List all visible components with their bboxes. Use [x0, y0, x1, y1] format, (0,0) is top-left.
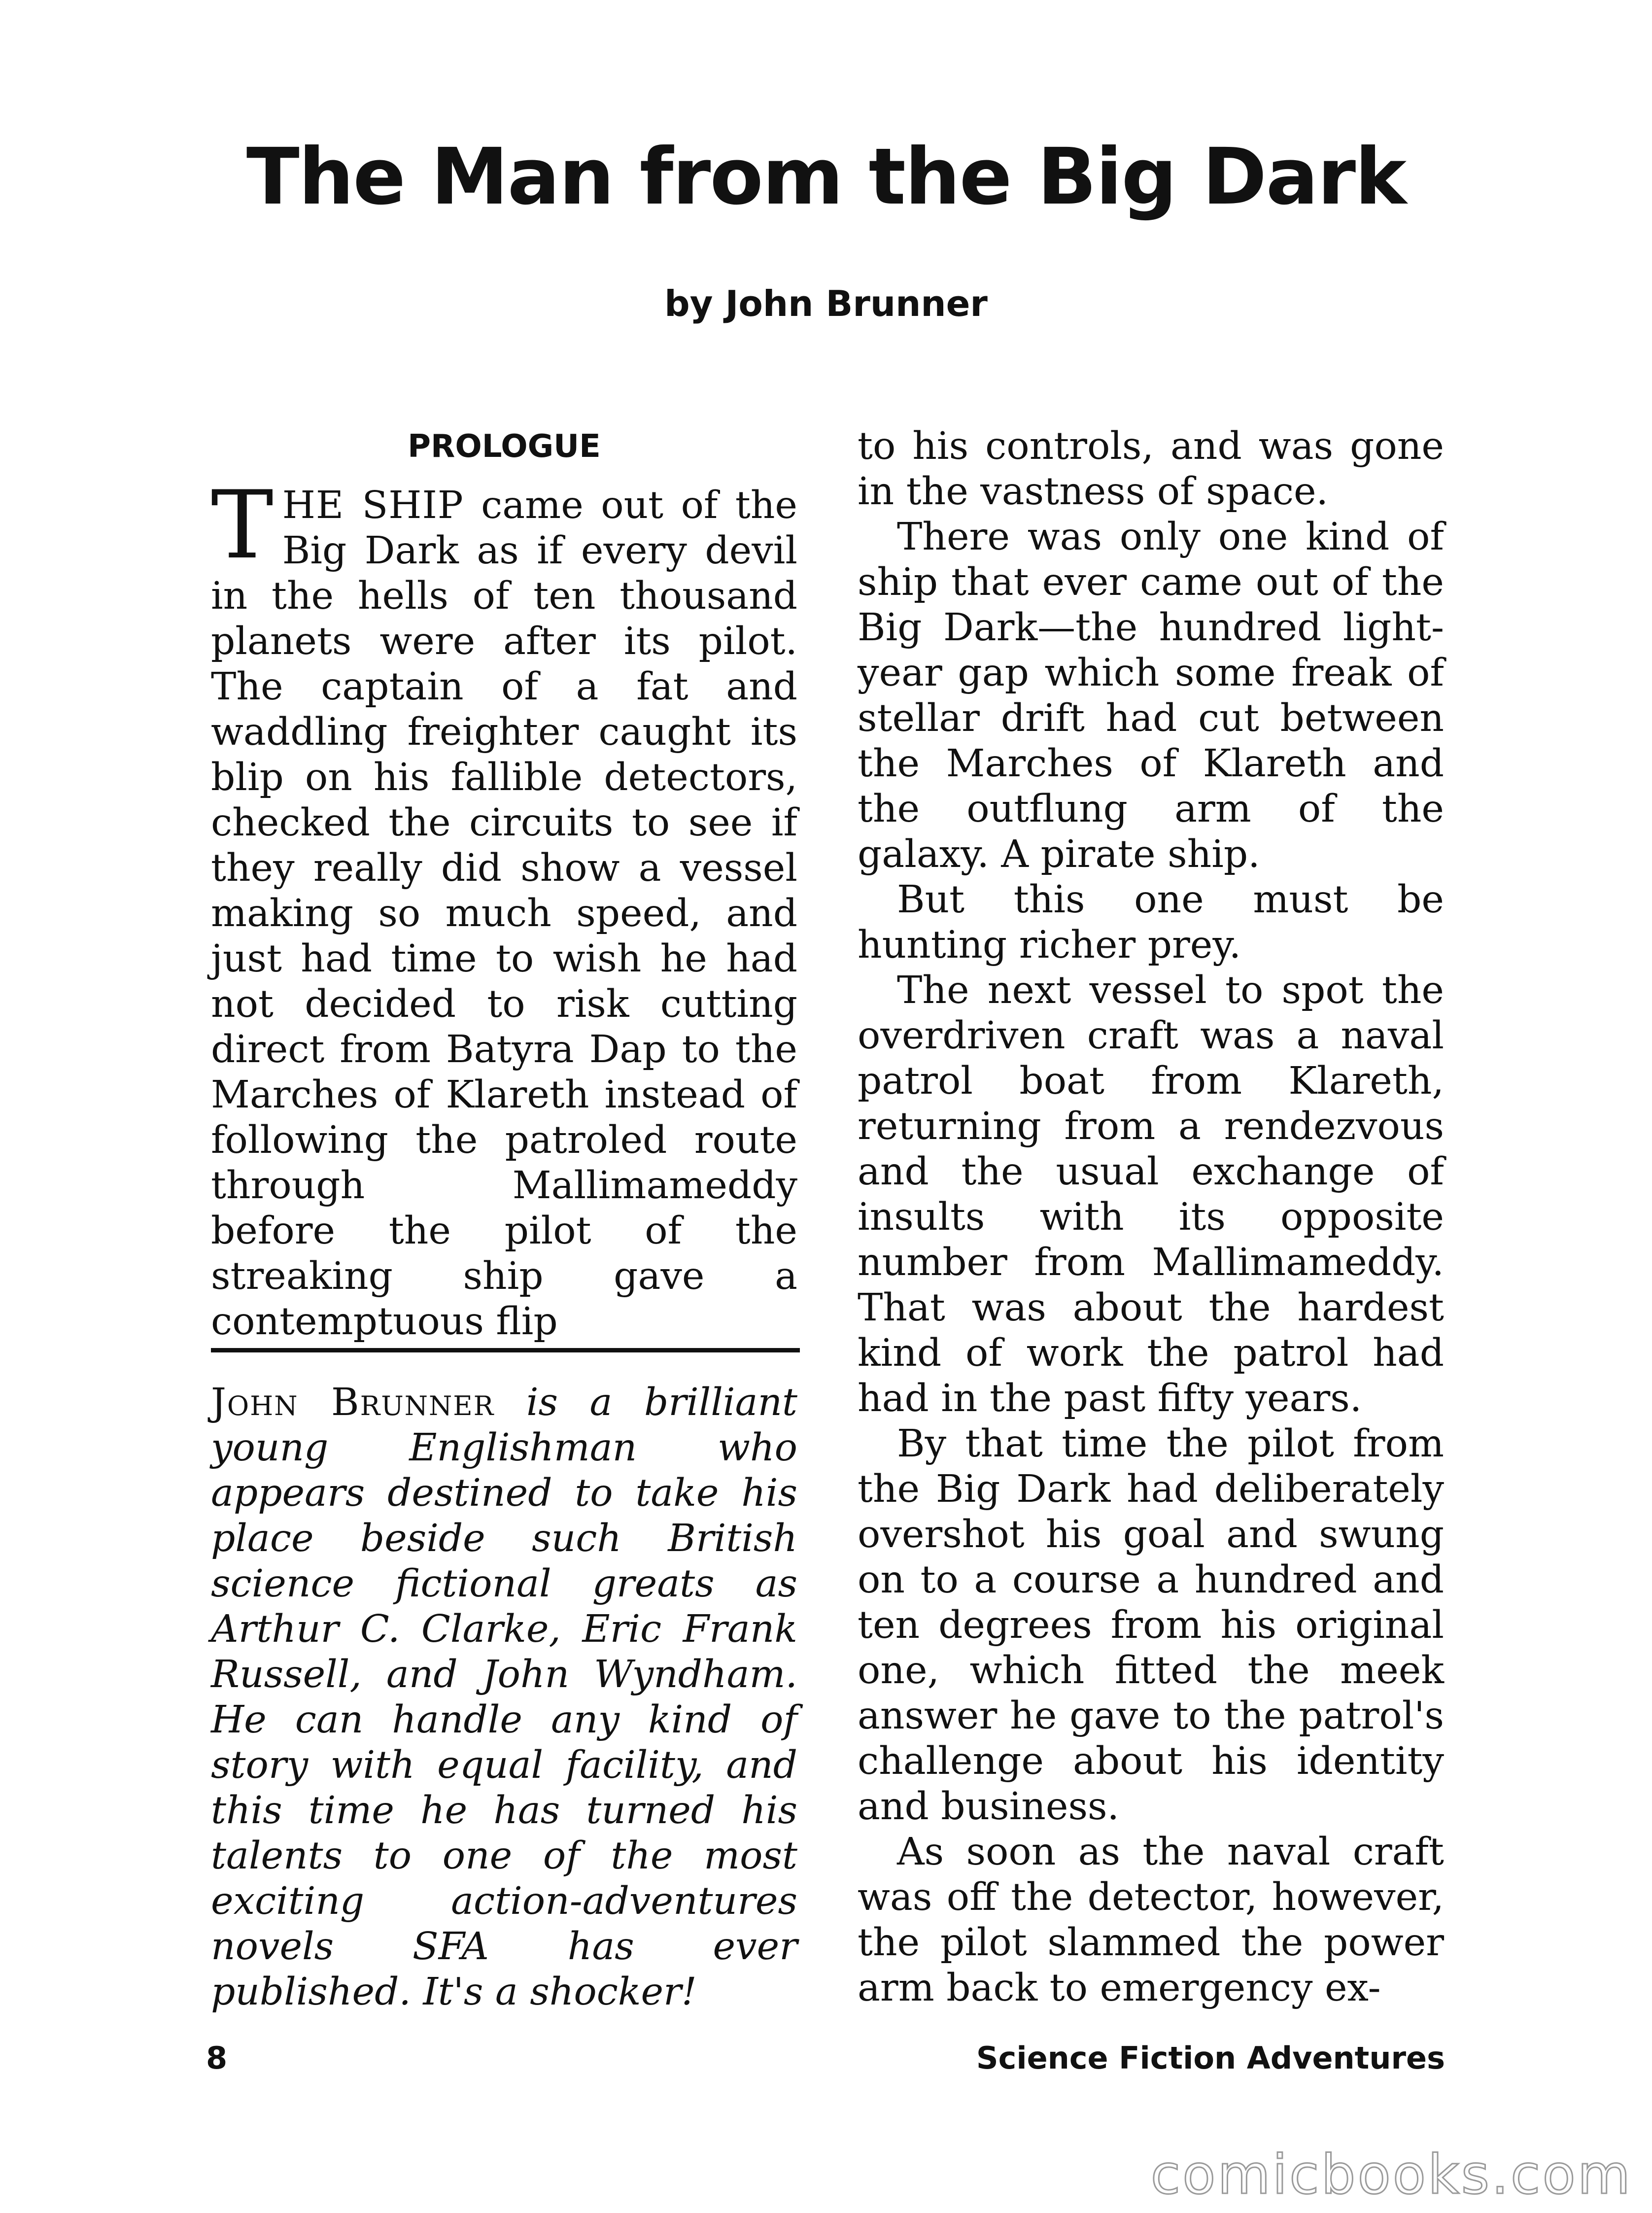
continuation-paragraph: to his controls, and was gone in the vastness of space.	[858, 424, 1444, 514]
opening-smallcaps: HE SHIP	[282, 484, 464, 527]
left-column	[211, 424, 797, 1345]
magazine-name: Science Fiction Adventures	[976, 2040, 1445, 2076]
prologue-heading: PROLOGUE	[408, 428, 601, 465]
drop-cap: T	[211, 471, 274, 580]
article-byline: by John Brunner	[664, 283, 988, 324]
body-paragraph: By that time the pilot from the Big Dark had deliberately overshot his goal and swung on to a course a hundred and ten degrees from his original one, which fitted the meek answer he gave to the patrol's challenge about his identity and business.	[858, 1422, 1444, 1829]
opening-text: came out of the Big Dark as if every devil in the hells of ten thousand planets were after its pilot. The captain of a fat and waddling freighter caught its blip on his fallible detectors, checked the circuits to see if they really did show a vessel making so much speed, and just had time to wish he had not decided to risk cutting direct from Batyra Dap to the Marches of Klareth instead of following the patroled route through Mallimameddy before the pilot of the streaking ship gave a contemptuous flip	[211, 484, 797, 1344]
body-paragraph: The next vessel to spot the overdriven craft was a naval patrol boat from Klareth, returning from a rendezvous and the usual exchange of insults with its opposite number from Mallimameddy. That was about the hardest kind of work the patrol had had in the past fifty years.	[858, 968, 1444, 1420]
page-number: 8	[206, 2040, 228, 2076]
section-divider	[211, 1348, 800, 1352]
author-note	[211, 1380, 797, 2015]
author-note-text: is a brilliant young Englishman who appears destined to take his place beside such British science fictional greats as Arthur C. Clarke, Eric Frank Russell, and John Wyndham. He can handle any kind of story with equal facility, and this time he has turned his talents to one of the most exciting action-adventures novels SFA has ever published. It's a shocker!	[211, 1381, 797, 2014]
watermark: comicbooks.com	[1150, 2143, 1632, 2206]
body-paragraph: As soon as the naval craft was off the detector, however, the pilot slammed the power arm back to emergency ex-	[858, 1830, 1444, 2010]
article-title: The Man from the Big Dark	[246, 132, 1406, 222]
body-paragraph: But this one must be hunting richer prey.	[858, 878, 1444, 967]
body-paragraph: There was only one kind of ship that ever came out of the Big Dark—the hundred light-year gap which some freak of stellar drift had cut between the Marches of Klareth and the outflung arm of the galaxy. A pirate ship.	[858, 515, 1444, 876]
opening-paragraph	[211, 471, 797, 1345]
author-note-name: John Brunner	[211, 1381, 495, 1424]
right-column	[858, 424, 1444, 2011]
